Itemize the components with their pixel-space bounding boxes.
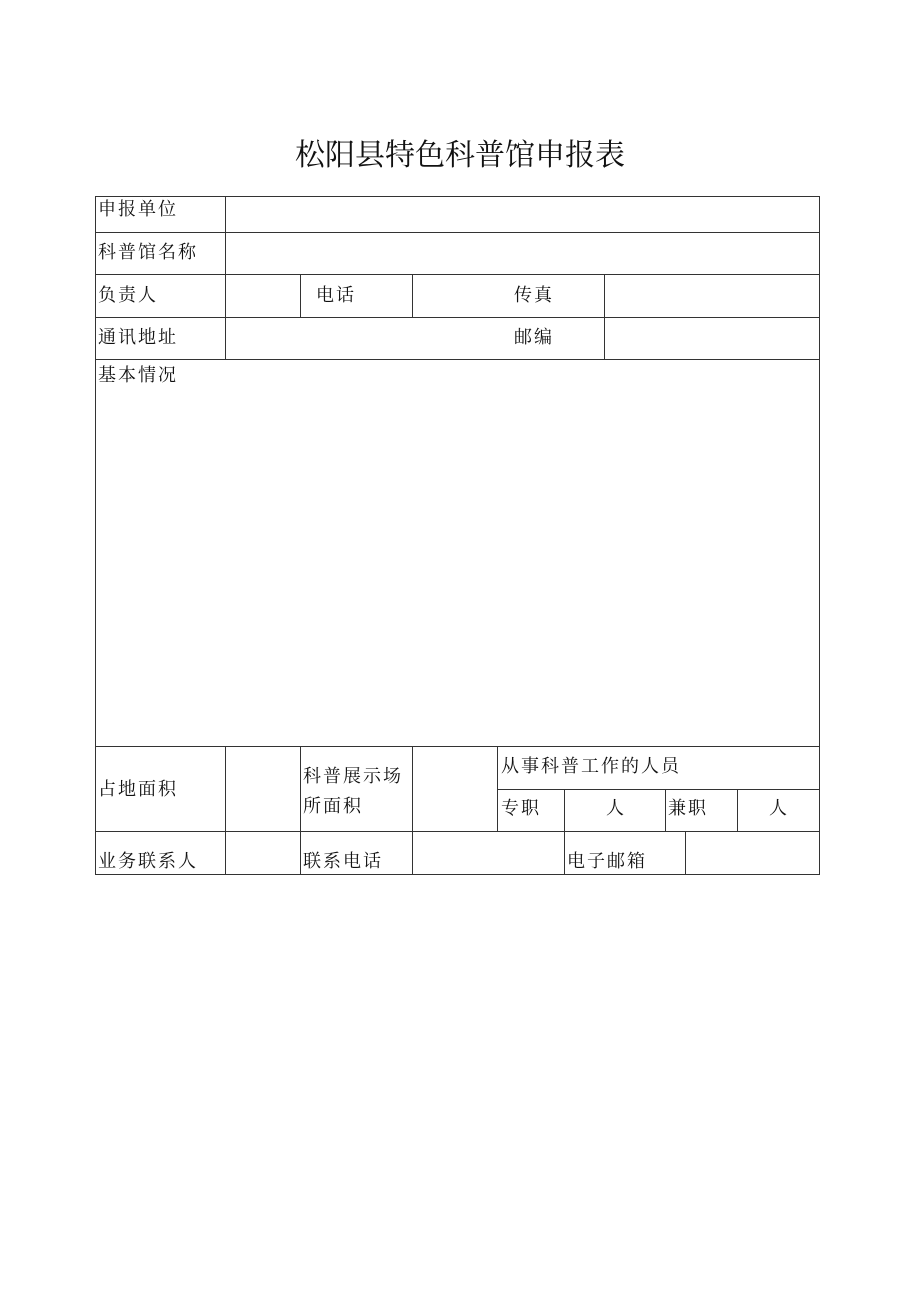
basic-info-label: 基本情况 (98, 365, 178, 386)
full-time-count-field[interactable] (565, 790, 605, 831)
full-time-unit: 人 (606, 798, 626, 819)
part-time-count-field[interactable] (738, 790, 768, 831)
staff-heading: 从事科普工作的人员 (501, 756, 681, 777)
part-time-unit: 人 (769, 798, 789, 819)
exhibit-area-label-line1: 科普展示场 (303, 766, 403, 787)
applicant-unit-label: 申报单位 (98, 199, 178, 220)
row-divider (95, 359, 820, 360)
table-border-bottom (95, 874, 820, 875)
exhibit-area-field[interactable] (413, 747, 497, 831)
person-in-charge-field[interactable] (226, 275, 300, 317)
contact-phone-field[interactable] (413, 832, 564, 874)
museum-name-label: 科普馆名称 (98, 242, 198, 263)
phone-field[interactable] (413, 275, 503, 317)
basic-info-field[interactable] (96, 390, 819, 746)
email-field[interactable] (686, 832, 819, 874)
business-contact-field[interactable] (226, 832, 300, 874)
business-contact-label: 业务联系人 (98, 851, 198, 872)
museum-name-field[interactable] (226, 233, 819, 274)
column-divider (497, 746, 498, 832)
postcode-field[interactable] (605, 318, 819, 359)
applicant-unit-field[interactable] (226, 197, 819, 232)
part-time-label: 兼职 (668, 798, 708, 819)
full-time-label: 专职 (501, 798, 541, 819)
address-label: 通讯地址 (98, 327, 178, 348)
fax-label: 传真 (514, 285, 554, 306)
person-in-charge-label: 负责人 (98, 285, 158, 306)
column-divider (300, 274, 301, 318)
phone-label: 电话 (316, 285, 356, 306)
row-divider (497, 789, 820, 790)
column-divider (300, 746, 301, 875)
contact-phone-label: 联系电话 (303, 851, 383, 872)
land-area-field[interactable] (226, 747, 300, 831)
postcode-label: 邮编 (514, 327, 554, 348)
column-divider (665, 789, 666, 832)
address-field[interactable] (226, 318, 503, 359)
land-area-label: 占地面积 (98, 779, 178, 800)
page-title: 松阳县特色科普馆申报表 (295, 138, 625, 173)
table-border-right (819, 196, 820, 875)
email-label: 电子邮箱 (567, 851, 647, 872)
exhibit-area-label-line2: 所面积 (303, 796, 363, 817)
fax-field[interactable] (605, 275, 819, 317)
